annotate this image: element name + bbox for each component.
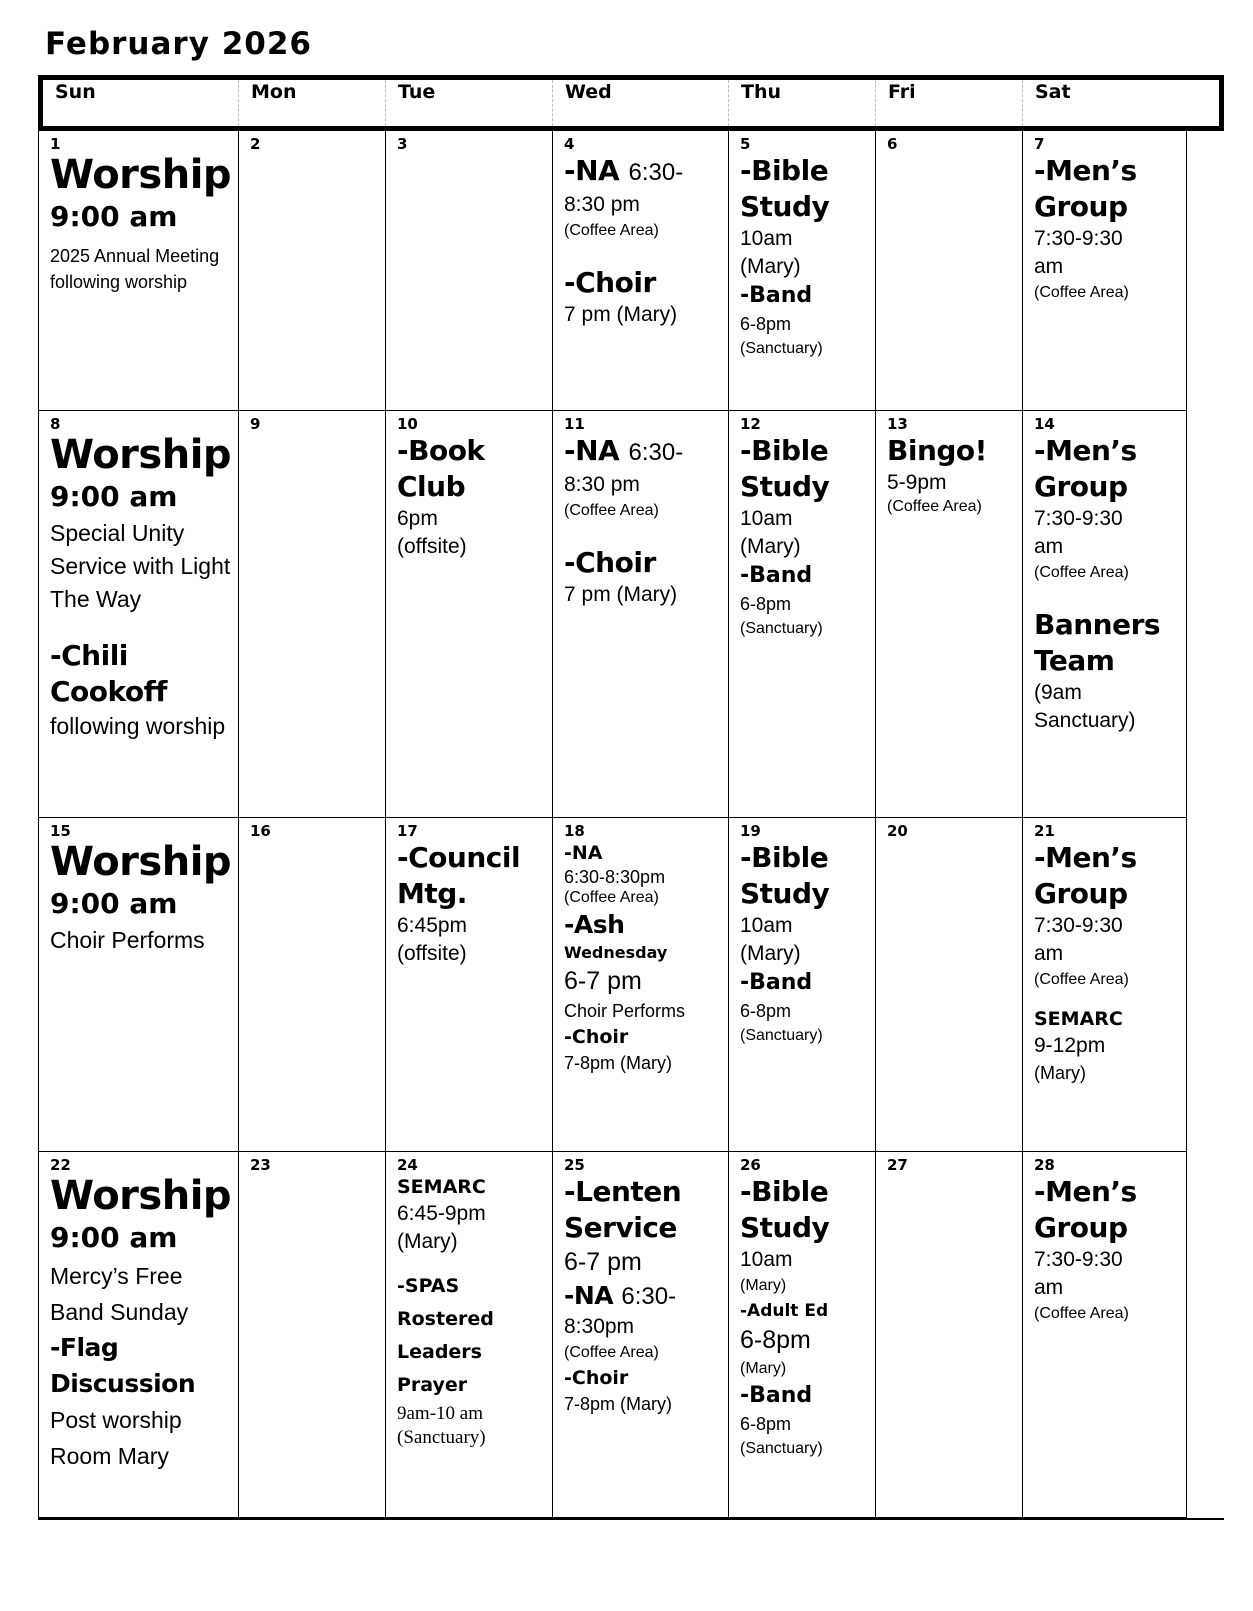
event-time: 6-8pm: [740, 1326, 811, 1354]
event-location: (Sanctuary): [397, 1427, 486, 1448]
event-location: (Coffee Area): [564, 222, 659, 239]
event-title: -Choir: [564, 1367, 629, 1389]
event-note: following worship: [50, 713, 226, 739]
event-title: Worship: [50, 152, 232, 198]
day-cell-22: [39, 1152, 239, 1518]
day-number: 24: [397, 1156, 418, 1174]
event-title: -Men’s Group: [1034, 154, 1137, 223]
day-cell-21: [1023, 818, 1187, 1152]
event-title: -Ash: [564, 910, 625, 939]
event-time: 9:00 am: [50, 1221, 178, 1254]
event-location: (Mary): [740, 535, 801, 558]
event-time-suffix: am: [1034, 942, 1064, 965]
event-location: (Mary): [397, 1230, 458, 1253]
day-cell-16: [239, 818, 386, 1152]
event-location: (Mary): [1034, 1063, 1086, 1083]
event-location: (Coffee Area): [887, 498, 982, 515]
day-cell-6: [876, 131, 1023, 411]
day-number: 5: [740, 135, 751, 153]
event-time: 8:30 pm: [564, 193, 640, 216]
day-number: 10: [397, 415, 418, 433]
day-cell-14: [1023, 411, 1187, 818]
event-time: 6:30-: [628, 159, 684, 186]
event-title: -Choir: [564, 1026, 629, 1048]
event-time: 7 pm (Mary): [564, 583, 678, 606]
event-time: 7-8pm (Mary): [564, 1394, 673, 1414]
event-time: 10am: [740, 1248, 793, 1271]
event-title: SEMARC: [397, 1176, 486, 1198]
event-location: (Mary): [740, 1277, 787, 1294]
day-number: 23: [250, 1156, 271, 1174]
day-cell-4: [553, 131, 729, 411]
day-number: 8: [50, 415, 61, 433]
event-time-suffix: am: [1034, 255, 1064, 278]
day-cell-11: [553, 411, 729, 818]
calendar: [38, 75, 1224, 1520]
weekday-wed: Wed: [553, 80, 729, 126]
event-location: (offsite): [397, 535, 467, 558]
event-title: -Lenten Service: [564, 1175, 682, 1244]
day-cell-7: [1023, 131, 1187, 411]
event-time: 9:00 am: [50, 480, 178, 513]
event-location: (Coffee Area): [1034, 971, 1129, 988]
event-title: -Adult Ed: [740, 1301, 829, 1321]
day-cell-28: [1023, 1152, 1187, 1518]
event-title: -Band: [740, 563, 813, 588]
weekday-header: [38, 75, 1224, 131]
event-location: (Sanctuary): [740, 340, 823, 357]
day-cell-2: [239, 131, 386, 411]
event-title: -NA: [564, 842, 603, 864]
event-time: 5-9pm: [887, 471, 947, 494]
event-location: (Sanctuary): [740, 1440, 823, 1457]
event-time: 6-8pm: [740, 1001, 792, 1021]
event-title: -Council Mtg.: [397, 841, 521, 910]
event-location: (Sanctuary): [740, 620, 823, 637]
event-title: -Bible Study: [740, 154, 830, 223]
event-title: -Book Club: [397, 434, 485, 503]
day-cell-1: [39, 131, 239, 411]
event-location: (Mary): [740, 1360, 787, 1377]
day-cell-24: [386, 1152, 553, 1518]
event-title-cont: Wednesday: [564, 943, 668, 962]
event-title: -Choir: [564, 546, 656, 579]
day-number: 15: [50, 822, 71, 840]
day-number: 1: [50, 135, 61, 153]
event-time: 8:30 pm: [564, 473, 640, 496]
event-time: 8:30pm: [564, 1315, 635, 1338]
day-cell-23: [239, 1152, 386, 1518]
event-time: 6:30-8:30pm: [564, 867, 666, 887]
event-location: (Mary): [740, 942, 801, 965]
day-cell-9: [239, 411, 386, 818]
event-time: 9am-10 am: [397, 1403, 484, 1424]
event-title: -Bible Study: [740, 1175, 830, 1244]
event-time: 7:30-9:30: [1034, 507, 1123, 530]
day-cell-10: [386, 411, 553, 818]
event-time: 6pm: [397, 507, 438, 530]
day-number: 11: [564, 415, 585, 433]
event-time-suffix: am: [1034, 1276, 1064, 1299]
event-title: Worship: [50, 432, 232, 478]
event-location: (Coffee Area): [1034, 284, 1129, 301]
event-time: 7-8pm (Mary): [564, 1053, 673, 1073]
day-cell-3: [386, 131, 553, 411]
event-title: -Chili Cookoff: [50, 639, 167, 708]
day-number: 26: [740, 1156, 761, 1174]
event-time: 10am: [740, 914, 793, 937]
event-title: -Choir: [564, 266, 656, 299]
event-time: 6-7 pm: [564, 967, 642, 995]
event-time: 6-8pm: [740, 1414, 792, 1434]
event-title: -NA: [564, 434, 620, 467]
event-location: (Coffee Area): [564, 889, 659, 906]
day-number: 28: [1034, 1156, 1055, 1174]
event-note: Special Unity Service with Light The Way: [50, 520, 231, 612]
event-title: -Men’s Group: [1034, 1175, 1137, 1244]
day-cell-5: [729, 131, 876, 411]
calendar-title: February 2026: [45, 26, 312, 62]
event-time: 9-12pm: [1034, 1034, 1106, 1057]
event-title: -Men’s Group: [1034, 841, 1137, 910]
event-title: -Band: [740, 283, 813, 308]
day-cell-19: [729, 818, 876, 1152]
day-cell-20: [876, 818, 1023, 1152]
event-time: 9:00 am: [50, 887, 178, 920]
day-number: 4: [564, 135, 575, 153]
event-title: -Bible Study: [740, 434, 830, 503]
day-cell-17: [386, 818, 553, 1152]
event-title: -NA: [564, 154, 620, 187]
event-time: 7:30-9:30: [1034, 914, 1123, 937]
event-title: Worship: [50, 1173, 232, 1219]
event-time-suffix: am: [1034, 535, 1064, 558]
event-title: -Flag Discussion: [50, 1333, 196, 1398]
event-location: (offsite): [397, 942, 467, 965]
event-location: (Sanctuary): [740, 1027, 823, 1044]
event-title: Worship: [50, 839, 232, 885]
day-number: 14: [1034, 415, 1055, 433]
event-time: 6:45-9pm: [397, 1202, 486, 1225]
event-title: -Band: [740, 1383, 813, 1408]
event-time: 10am: [740, 227, 793, 250]
event-title: -NA: [564, 1281, 614, 1310]
event-title: Banners Team: [1034, 608, 1161, 677]
event-time: 7:30-9:30: [1034, 1248, 1123, 1271]
event-note: Choir Performs: [50, 927, 205, 953]
day-number: 17: [397, 822, 418, 840]
event-location: (Coffee Area): [1034, 564, 1129, 581]
event-location: (Coffee Area): [1034, 1305, 1129, 1322]
event-note: Post worship Room Mary: [50, 1407, 182, 1469]
day-number: 25: [564, 1156, 585, 1174]
event-time: 6-8pm: [740, 314, 792, 334]
event-time: 6:30-: [621, 1283, 677, 1310]
day-number: 21: [1034, 822, 1055, 840]
day-cell-26: [729, 1152, 876, 1518]
event-location: (Mary): [740, 255, 801, 278]
day-cell-15: [39, 818, 239, 1152]
event-time: 6-7 pm: [564, 1248, 642, 1276]
day-number: 22: [50, 1156, 71, 1174]
weekday-sun: Sun: [43, 80, 239, 126]
day-number: 2: [250, 135, 261, 153]
event-title: SEMARC: [1034, 1008, 1123, 1030]
day-cell-8: [39, 411, 239, 818]
event-time: 10am: [740, 507, 793, 530]
event-note: 2025 Annual Meeting following worship: [50, 246, 220, 292]
event-time: 6:45pm: [397, 914, 468, 937]
event-note: Mercy’s Free Band Sunday: [50, 1263, 189, 1325]
day-number: 3: [397, 135, 408, 153]
day-number: 20: [887, 822, 908, 840]
event-title: -Bible Study: [740, 841, 830, 910]
weekday-fri: Fri: [876, 80, 1023, 126]
day-number: 12: [740, 415, 761, 433]
day-number: 16: [250, 822, 271, 840]
event-title: -SPAS Rostered Leaders Prayer: [397, 1275, 494, 1396]
event-title: -Men’s Group: [1034, 434, 1137, 503]
event-time: 7 pm (Mary): [564, 303, 678, 326]
day-number: 6: [887, 135, 898, 153]
event-note: Choir Performs: [564, 1001, 686, 1021]
event-location: (9am Sanctuary): [1034, 681, 1136, 732]
day-cell-25: [553, 1152, 729, 1518]
day-cell-12: [729, 411, 876, 818]
event-time: 7:30-9:30: [1034, 227, 1123, 250]
event-location: (Coffee Area): [564, 1344, 659, 1361]
day-cell-13: [876, 411, 1023, 818]
day-number: 27: [887, 1156, 908, 1174]
day-number: 9: [250, 415, 261, 433]
event-time: 6-8pm: [740, 594, 792, 614]
day-number: 18: [564, 822, 585, 840]
weekday-thu: Thu: [729, 80, 876, 126]
event-location: (Coffee Area): [564, 502, 659, 519]
day-number: 13: [887, 415, 908, 433]
weekday-sat: Sat: [1035, 81, 1071, 103]
event-title: -Band: [740, 970, 813, 995]
calendar-grid: [38, 131, 1224, 1520]
day-cell-18: [553, 818, 729, 1152]
day-number: 7: [1034, 135, 1045, 153]
event-time: 9:00 am: [50, 200, 178, 233]
event-title: Bingo!: [887, 434, 987, 467]
day-number: 19: [740, 822, 761, 840]
weekday-tue: Tue: [386, 80, 553, 126]
weekday-mon: Mon: [239, 80, 386, 126]
event-time: 6:30-: [628, 439, 684, 466]
day-cell-27: [876, 1152, 1023, 1518]
